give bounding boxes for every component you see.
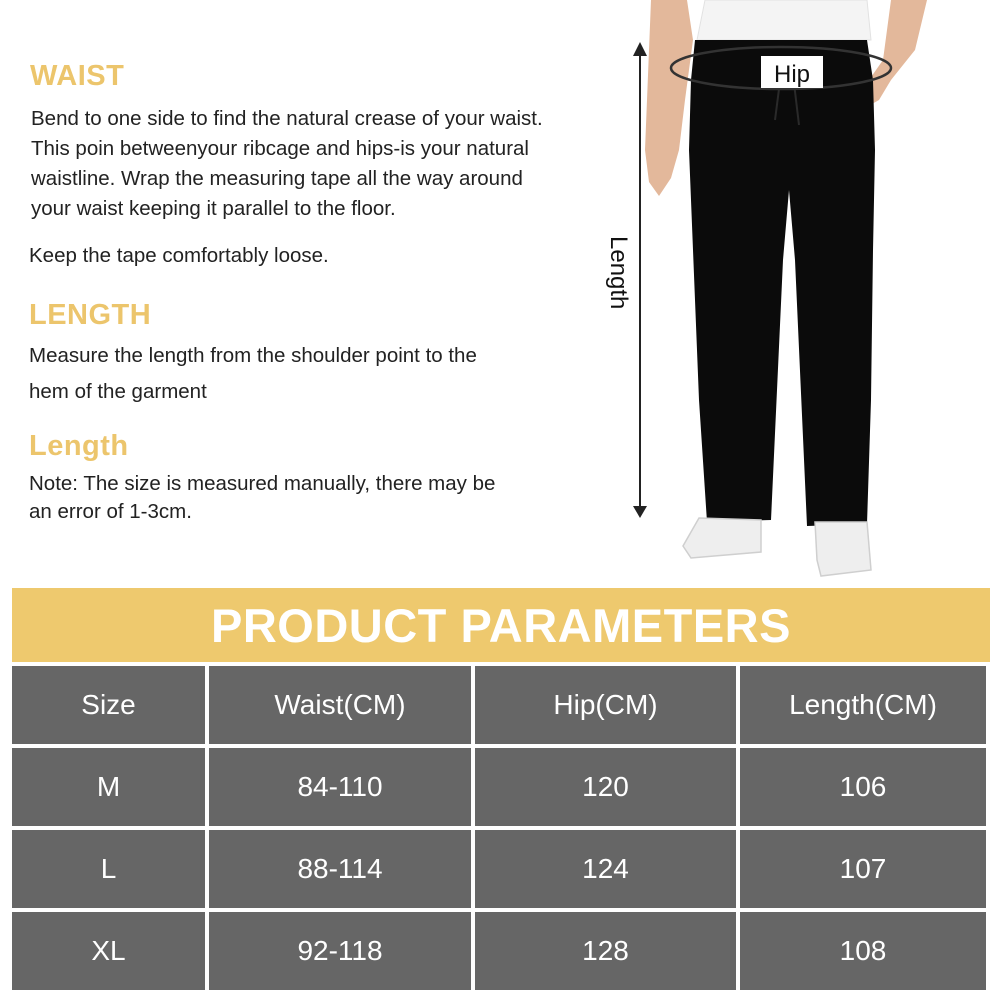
pants-model-figure bbox=[595, 0, 1001, 585]
product-parameters-banner bbox=[12, 588, 990, 662]
length-line-2: hem of the garment bbox=[29, 380, 207, 403]
length-description bbox=[29, 338, 589, 410]
table-cell: 92-118 bbox=[209, 912, 471, 990]
length-heading: LENGTH bbox=[29, 299, 152, 331]
length-note-line-2: an error of 1-3cm. bbox=[29, 500, 192, 523]
length-note-text bbox=[29, 470, 589, 526]
length-note-line-1: Note: The size is measured manually, there may be bbox=[29, 472, 496, 495]
length-arrow-bottom bbox=[633, 506, 647, 518]
length-arrow-top bbox=[633, 42, 647, 56]
length-note-heading: Length bbox=[29, 430, 129, 462]
table-row bbox=[12, 912, 986, 990]
table-cell: L bbox=[12, 830, 205, 908]
waist-heading: WAIST bbox=[30, 60, 125, 92]
waist-line-2: This poin betweenyour ribcage and hips-is your natural bbox=[31, 137, 529, 160]
table-row bbox=[12, 748, 986, 826]
size-table bbox=[8, 662, 990, 994]
header-cell: Length(CM) bbox=[740, 666, 986, 744]
waist-line-3: waistline. Wrap the measuring tape all the way around bbox=[31, 167, 523, 190]
waist-line-1: Bend to one side to find the natural crease of your waist. bbox=[31, 107, 543, 130]
tshirt bbox=[697, 0, 871, 40]
length-line-1: Measure the length from the shoulder point to the bbox=[29, 344, 477, 367]
header-cell: Hip(CM) bbox=[475, 666, 736, 744]
table-cell: 128 bbox=[475, 912, 736, 990]
length-label: Length bbox=[605, 236, 632, 310]
waist-line-4: your waist keeping it parallel to the floor. bbox=[31, 197, 396, 220]
waist-note: Keep the tape comfortably loose. bbox=[29, 244, 329, 267]
header-cell: Waist(CM) bbox=[209, 666, 471, 744]
table-cell: 106 bbox=[740, 748, 986, 826]
table-cell: 84-110 bbox=[209, 748, 471, 826]
left-shoe bbox=[683, 518, 761, 558]
pants-shape bbox=[689, 40, 875, 526]
hip-label: Hip bbox=[773, 61, 811, 88]
table-cell: 107 bbox=[740, 830, 986, 908]
waist-description bbox=[31, 104, 591, 224]
table-cell: 120 bbox=[475, 748, 736, 826]
table-cell: XL bbox=[12, 912, 205, 990]
table-cell: 108 bbox=[740, 912, 986, 990]
left-arm bbox=[645, 0, 693, 196]
header-cell: Size bbox=[12, 666, 205, 744]
right-shoe bbox=[815, 522, 871, 576]
banner-title: PRODUCT PARAMETERS bbox=[211, 598, 791, 652]
table-cell: M bbox=[12, 748, 205, 826]
table-cell: 124 bbox=[475, 830, 736, 908]
table-cell: 88-114 bbox=[209, 830, 471, 908]
table-row bbox=[12, 830, 986, 908]
table-header-row bbox=[12, 666, 986, 744]
